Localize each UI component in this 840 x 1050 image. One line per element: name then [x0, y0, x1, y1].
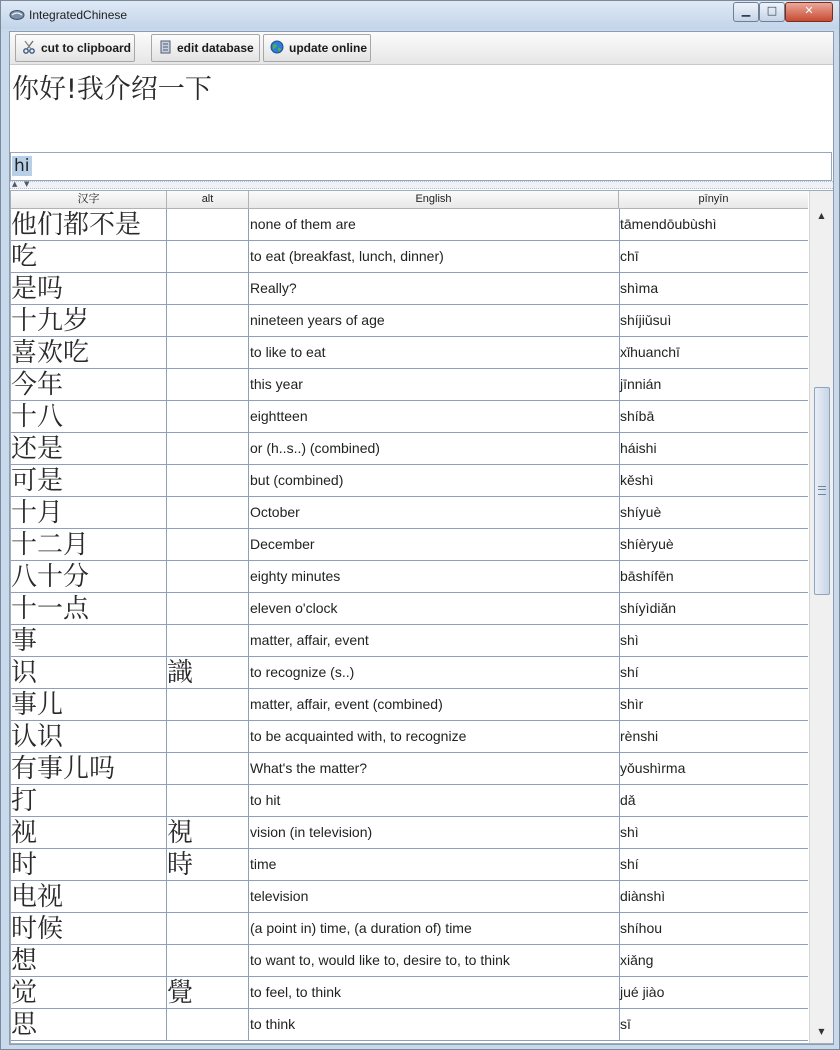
minimize-button[interactable]: ▁	[733, 2, 759, 22]
cell-alt[interactable]	[167, 337, 249, 368]
table-row[interactable]	[11, 497, 808, 529]
cell-hanzi[interactable]: 想	[11, 945, 167, 976]
cell-english[interactable]: none of them are	[249, 209, 620, 240]
cell-pinyin[interactable]: shíjiǔsuì	[620, 312, 672, 328]
cell-english[interactable]: to feel, to think	[249, 977, 620, 1008]
cell-alt[interactable]: 視	[167, 817, 249, 848]
cell-pinyin[interactable]: shí	[620, 856, 639, 872]
cell-alt[interactable]	[167, 753, 249, 784]
cell-alt[interactable]	[167, 305, 249, 336]
cell-hanzi[interactable]: 视	[11, 817, 167, 848]
cell-pinyin[interactable]: shíèryuè	[620, 536, 674, 552]
cell-english[interactable]: eighty minutes	[249, 561, 620, 592]
table-row[interactable]	[11, 465, 808, 497]
table-row[interactable]	[11, 1009, 808, 1041]
cell-pinyin[interactable]: shíhou	[620, 920, 663, 936]
column-header-alt[interactable]: alt	[167, 191, 249, 208]
cell-alt[interactable]	[167, 689, 249, 720]
cell-english[interactable]: or (h..s..) (combined)	[249, 433, 620, 464]
cell-english[interactable]: but (combined)	[249, 465, 620, 496]
cell-pinyin[interactable]: háishi	[620, 440, 657, 456]
cell-hanzi[interactable]: 今年	[11, 369, 167, 400]
scroll-up-arrow-icon[interactable]: ▲	[818, 211, 825, 220]
table-row[interactable]	[11, 913, 808, 945]
table-row[interactable]	[11, 657, 808, 689]
client-area	[9, 31, 834, 1045]
cell-hanzi[interactable]: 十八	[11, 401, 167, 432]
cell-english[interactable]: What's the matter?	[249, 753, 620, 784]
cell-hanzi[interactable]: 事儿	[11, 689, 167, 720]
table-row[interactable]	[11, 337, 808, 369]
cell-english[interactable]: television	[249, 881, 620, 912]
table-row[interactable]	[11, 433, 808, 465]
title-bar[interactable]	[1, 1, 839, 29]
update-online-button[interactable]	[263, 34, 371, 62]
cell-pinyin[interactable]: shí	[620, 664, 639, 680]
cell-english[interactable]: October	[249, 497, 620, 528]
cell-hanzi[interactable]: 十月	[11, 497, 167, 528]
table-row[interactable]	[11, 945, 808, 977]
cell-english[interactable]: matter, affair, event	[249, 625, 620, 656]
cell-pinyin[interactable]: jué jiào	[620, 984, 665, 1000]
cell-hanzi[interactable]: 打	[11, 785, 167, 816]
cell-pinyin[interactable]: shíyìdiǎn	[620, 600, 677, 616]
cell-english[interactable]: eleven o'clock	[249, 593, 620, 624]
cell-hanzi[interactable]: 电视	[11, 881, 167, 912]
cell-pinyin[interactable]: shíbā	[620, 408, 655, 424]
table-row[interactable]	[11, 625, 808, 657]
table-row[interactable]	[11, 401, 808, 433]
table-row[interactable]	[11, 593, 808, 625]
cell-hanzi[interactable]: 识	[11, 657, 167, 688]
table-row[interactable]	[11, 529, 808, 561]
cell-english[interactable]: to be acquainted with, to recognize	[249, 721, 620, 752]
cell-alt[interactable]	[167, 1009, 249, 1040]
close-button[interactable]: ✕	[785, 2, 833, 22]
cut-to-clipboard-button[interactable]	[15, 34, 135, 62]
search-input[interactable]	[10, 152, 832, 181]
cell-pinyin[interactable]: bāshífēn	[620, 568, 674, 584]
cell-english[interactable]: to hit	[249, 785, 620, 816]
cell-alt[interactable]	[167, 369, 249, 400]
cell-pinyin[interactable]: shì	[620, 632, 639, 648]
cell-pinyin[interactable]: shì	[620, 824, 639, 840]
maximize-button[interactable]: □	[759, 2, 785, 22]
cell-english[interactable]: to like to eat	[249, 337, 620, 368]
table-row[interactable]	[11, 881, 808, 913]
globe-icon	[270, 40, 284, 54]
cell-alt[interactable]: 覺	[167, 977, 249, 1008]
cell-pinyin[interactable]: shíyuè	[620, 504, 662, 520]
cell-pinyin[interactable]: shìma	[620, 280, 659, 296]
cell-alt[interactable]	[167, 433, 249, 464]
table-row[interactable]	[11, 721, 808, 753]
cut-to-clipboard-label: cut to clipboard	[41, 41, 131, 55]
cell-pinyin[interactable]: jīnnián	[620, 376, 662, 392]
cell-english[interactable]: vision (in television)	[249, 817, 620, 848]
table-row[interactable]	[11, 241, 808, 273]
cell-hanzi[interactable]: 十一点	[11, 593, 167, 624]
table-row[interactable]	[11, 977, 808, 1009]
app-icon	[9, 9, 25, 21]
table-row[interactable]	[11, 817, 808, 849]
window-title: IntegratedChinese	[29, 8, 128, 22]
cell-alt[interactable]	[167, 273, 249, 304]
table-row[interactable]	[11, 689, 808, 721]
cell-pinyin[interactable]: sī	[620, 1016, 631, 1032]
scrollbar-thumb[interactable]	[814, 387, 830, 595]
cell-hanzi[interactable]: 认识	[11, 721, 167, 752]
table-row[interactable]	[11, 753, 808, 785]
table-body	[11, 209, 808, 1043]
cell-alt[interactable]: 識	[167, 657, 249, 688]
table-row[interactable]	[11, 273, 808, 305]
table-row[interactable]	[11, 849, 808, 881]
hanzi-output-text: 你好!我介绍一下	[12, 74, 212, 105]
cell-hanzi[interactable]: 觉	[11, 977, 167, 1008]
cell-hanzi[interactable]: 吃	[11, 241, 167, 272]
edit-database-label: edit database	[177, 41, 254, 55]
vertical-scrollbar[interactable]	[809, 191, 834, 1043]
cell-alt[interactable]: 時	[167, 849, 249, 880]
cell-hanzi[interactable]: 十二月	[11, 529, 167, 560]
cell-alt[interactable]	[167, 593, 249, 624]
split-pane-divider[interactable]	[10, 181, 833, 189]
cell-hanzi[interactable]: 事	[11, 625, 167, 656]
table-row[interactable]	[11, 561, 808, 593]
scrollbar-grip-icon	[818, 486, 826, 495]
cell-english[interactable]: nineteen years of age	[249, 305, 620, 336]
cell-alt[interactable]	[167, 721, 249, 752]
cell-alt[interactable]	[167, 945, 249, 976]
cell-hanzi[interactable]: 有事儿吗	[11, 753, 167, 784]
cell-alt[interactable]	[167, 913, 249, 944]
update-online-label: update online	[289, 41, 367, 55]
cell-hanzi[interactable]: 是吗	[11, 273, 167, 304]
cell-pinyin[interactable]: shìr	[620, 696, 644, 712]
table-row[interactable]	[11, 369, 808, 401]
cell-pinyin[interactable]: rènshi	[620, 728, 659, 744]
cell-pinyin[interactable]: kěshì	[620, 472, 654, 488]
cell-alt[interactable]	[167, 465, 249, 496]
column-header-pinyin[interactable]: pīnyīn	[698, 193, 729, 205]
cell-english[interactable]: matter, affair, event (combined)	[249, 689, 620, 720]
cell-hanzi[interactable]: 时候	[11, 913, 167, 944]
cell-alt[interactable]	[167, 785, 249, 816]
cell-english[interactable]: (a point in) time, (a duration of) time	[249, 913, 620, 944]
cell-pinyin[interactable]: chī	[620, 248, 639, 264]
cell-pinyin[interactable]: tāmendōubùshì	[620, 216, 717, 232]
cell-hanzi[interactable]: 八十分	[11, 561, 167, 592]
cell-alt[interactable]	[167, 241, 249, 272]
cell-hanzi[interactable]: 时	[11, 849, 167, 880]
cell-hanzi[interactable]: 思	[11, 1009, 167, 1040]
cell-english[interactable]: to eat (breakfast, lunch, dinner)	[249, 241, 620, 272]
cell-english[interactable]: December	[249, 529, 620, 560]
cell-pinyin[interactable]: dǎ	[620, 792, 636, 808]
cell-pinyin[interactable]: xiǎng	[620, 952, 654, 968]
vocabulary-table	[10, 190, 834, 1044]
cell-english[interactable]: to think	[249, 1009, 620, 1040]
scissors-icon	[22, 40, 36, 54]
cell-pinyin[interactable]: yǒushìrma	[620, 760, 686, 776]
cell-english[interactable]: time	[249, 849, 620, 880]
hanzi-output-area[interactable]	[10, 65, 833, 151]
edit-database-button[interactable]	[151, 34, 260, 62]
cell-alt[interactable]	[167, 561, 249, 592]
cell-alt[interactable]	[167, 625, 249, 656]
table-row[interactable]	[11, 785, 808, 817]
scroll-down-arrow-icon[interactable]: ▼	[818, 1027, 825, 1036]
table-row[interactable]	[11, 305, 808, 337]
cell-english[interactable]: this year	[249, 369, 620, 400]
cell-hanzi[interactable]: 他们都不是	[11, 209, 167, 240]
cell-alt[interactable]	[167, 881, 249, 912]
cell-hanzi[interactable]: 十九岁	[11, 305, 167, 336]
cell-english[interactable]: eightteen	[249, 401, 620, 432]
search-input-value: hi	[14, 156, 30, 176]
column-header-english[interactable]: English	[249, 191, 619, 208]
table-header	[11, 191, 808, 209]
column-header-hanzi[interactable]: 汉字	[11, 191, 167, 208]
cell-alt[interactable]	[167, 209, 249, 240]
database-icon	[158, 40, 172, 54]
cell-pinyin[interactable]: xǐhuanchī	[620, 344, 680, 360]
divider-up-arrow-icon[interactable]: ▲	[12, 180, 18, 188]
toolbar	[10, 32, 833, 65]
divider-down-arrow-icon[interactable]: ▼	[24, 180, 30, 188]
cell-english[interactable]: Really?	[249, 273, 620, 304]
cell-hanzi[interactable]: 喜欢吃	[11, 337, 167, 368]
cell-english[interactable]: to want to, would like to, desire to, to think	[249, 945, 620, 976]
table-row[interactable]	[11, 209, 808, 241]
cell-hanzi[interactable]: 还是	[11, 433, 167, 464]
cell-alt[interactable]	[167, 497, 249, 528]
cell-hanzi[interactable]: 可是	[11, 465, 167, 496]
cell-english[interactable]: to recognize (s..)	[249, 657, 620, 688]
cell-alt[interactable]	[167, 529, 249, 560]
cell-pinyin[interactable]: diànshì	[620, 888, 666, 904]
cell-alt[interactable]	[167, 401, 249, 432]
